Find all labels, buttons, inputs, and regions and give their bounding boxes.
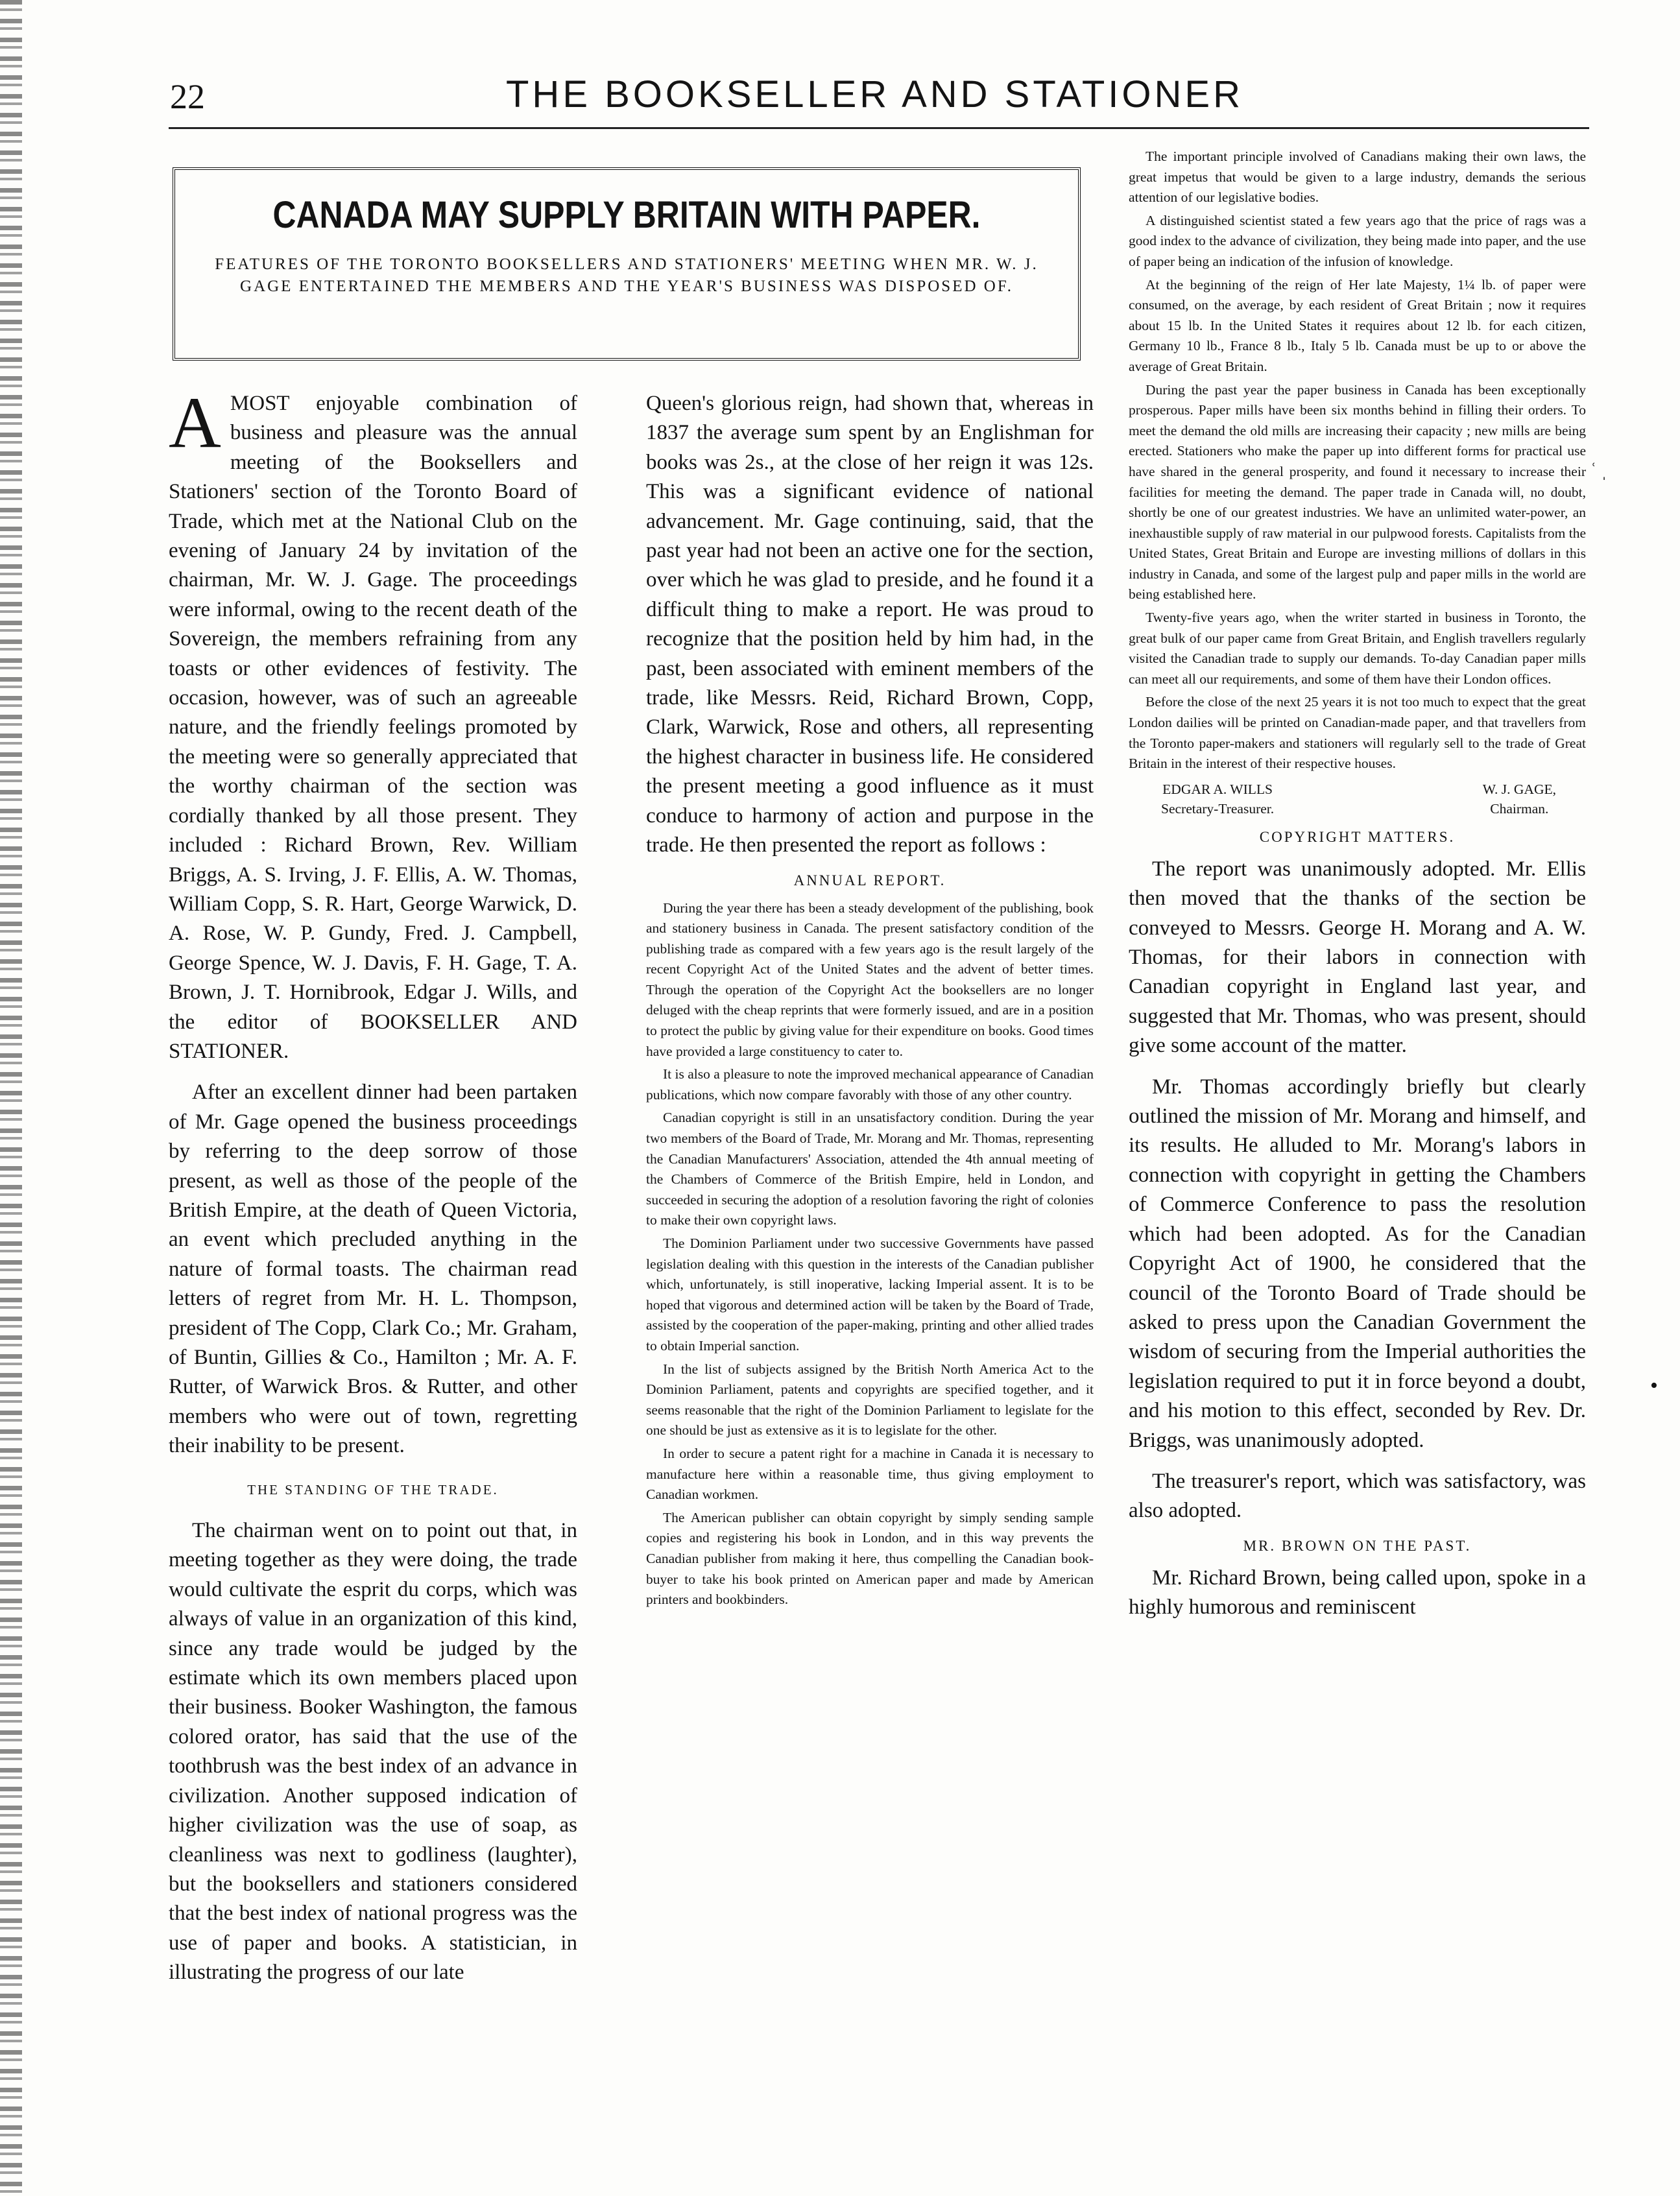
report-paragraph: During the past year the paper business in Canada has been exceptionally prosperous. Paper mills have been six months behind in filling their orders. To meet the demand the old mills are increasing their capacity ; new mills are being erected. Stationers who make the paper up into different forms for practical use have shared in the general prosperity, and found it necessary to increase their facilities for meeting the demand. The paper trade in Canada will, no doubt, shortly be one of our greatest industries. We have an unlimited water-power, an inexhaustible supply of raw material in our pulpwood forests. Capitalists from the United States, Great Britain and Europe are investing millions of dollars in this industry in Canada, and some of the largest pulp and paper mills in the world are being established here. (1129, 381, 1586, 603)
column-1 (169, 383, 577, 1999)
report-paragraph: During the year there has been a steady development of the publishing, book and stationery business in Canada. The present satisfactory condition of the publishing trade as compared with a few years ago is the result largely of the recent Copyright Act of the United States and the advent of better times. Through the operation of the Copyright Act the booksellers are no longer deluged with the cheap reprints that were formerly issued, and are in a position to protect the public by giving value for their expenditure on books. Good times have provided a large constituency to cater to. (646, 900, 1094, 1059)
opening-paragraph (169, 383, 577, 1066)
paragraph: Mr. Thomas accordingly briefly but clearly outlined the mission of Mr. Morang and himself, and its results. He alluded to Mr. Morang's labors in connection with copyright in getting the Chambers of Commerce Conference to pass the resolution which had been adopted. As for the Canadian Copyright Act of 1900, he considered that the council of the Toronto Board of Trade should be asked to press upon the Canadian Government the wisdom of securing from the Imperial authorities the legislation required to put it in force beyond a doubt, and his motion to this effect, seconded by Rev. Dr. Briggs, was unanimously adopted. (1129, 1075, 1586, 1452)
signature-name: W. J. GAGE, (1482, 781, 1556, 797)
paragraph: After an excellent dinner had been partaken of Mr. Gage opened the business proceedings by referring to the deep sorrow of those present, as well as those of the people of the British Empire, at the death of Queen Victoria, an event which precluded anything in the nature of formal toasts. The chairman read letters of regret from Mr. H. L. Thompson, president of The Copp, Clark Co.; Mr. Graham, of Buntin, Gillies & Co., Hamilton ; Mr. A. F. Rutter, of Warwick Bros. & Rutter, and other members who were out of town, regretting their inability to be present. (169, 1080, 577, 1458)
signature-name: EDGAR A. WILLS (1162, 781, 1273, 797)
article-subtitle: FEATURES OF THE TORONTO BOOKSELLERS AND STATIONERS' MEETING WHEN MR. W. J. GAGE ENTERTAINED THE MEMBERS AND THE YEAR'S BUSINESS WAS DISPOSED OF. (215, 256, 1038, 295)
report-paragraph: The Dominion Parliament under two successive Governments have passed legislation dealing with this question in the interests of the Canadian publisher which, unfortunately, is still inoperative, lacking Imperial assent. It is to be hoped that vigorous and determined action will be taken by the Board of Trade, assisted by the cooperation of the paper-making, printing and other allied trades to obtain Imperial sanction. (646, 1235, 1094, 1354)
report-paragraph: It is also a pleasure to note the improved mechanical appearance of Canadian publications, which now compare favorably with those of any other country. (646, 1066, 1094, 1103)
signature-title: Chairman. (1490, 800, 1549, 817)
paragraph: The report was unanimously adopted. Mr. Ellis then moved that the thanks of the section be conveyed to Messrs. George H. Morang and A. W. Thomas, for their labors in connection with Canadian copyright in England last year, and suggested that Mr. Thomas, who was present, should give some account of the matter. (1129, 857, 1586, 1058)
signature-title: Secretary-Treasurer. (1161, 800, 1275, 817)
section-heading: THE STANDING OF THE TRADE. (247, 1481, 499, 1498)
report-paragraph: The important principle involved of Canadians making their own laws, the great impetus that would be given to a large industry, demands the serious attention of our legislative bodies. (1129, 149, 1586, 206)
section-heading: MR. BROWN ON THE PAST. (1243, 1537, 1472, 1554)
report-paragraph: Twenty-five years ago, when the writer started in business in Toronto, the great bulk of our paper came from Great Britain, and English travellers regularly visited the Canadian trade to supply our demands. To-day Canadian paper mills can meet all our requirements, and some of them have their London offices. (1129, 610, 1586, 687)
paragraph: Queen's glorious reign, had shown that, whereas in 1837 the average sum spent by an Englishman for books was 2s., at the close of her reign it was 12s. This was a significant evidence of national advancement. Mr. Gage continuing, said, that the past year had not been an active one for the section, over which he was glad to preside, and he found it a difficult thing to make a report. He was proud to recognize that the position held by him had, in the past, been associated with eminent members of the trade, like Messrs. Reid, Richard Brown, Copp, Clark, Warwick, Rose and others, all representing the highest character in business life. He considered the present meeting a good influence as it must conduce to harmony of action and purpose in the trade. He then presented the report as follows : (646, 392, 1094, 857)
report-paragraph: The American publisher can obtain copyright by simply sending sample copies and registering his book in London, and in this way prevents the Canadian publisher from making it here, thus compelling the Canadian book-buyer to take his book printed on American paper and made by American printers and bookbinders. (646, 1509, 1094, 1608)
page-number: 22 (170, 77, 205, 116)
annual-report-continued (1129, 147, 1586, 774)
report-paragraph: Canadian copyright is still in an unsatisfactory condition. During the year two members of the Board of Trade, Mr. Morang and Mr. Thomas, representing the Canadian Manufacturers' Association, attended the 4th annual meeting of the Chambers of Commerce of the British Empire, held in London, and succeeded in securing the adoption of a resolution favoring the right of colonies to make their own copyright laws. (646, 1110, 1094, 1228)
running-head: THE BOOKSELLER AND STATIONER (506, 73, 1243, 115)
title-box (173, 167, 1081, 361)
annual-report (646, 898, 1094, 1610)
margin-speck: ʿ ˌ (1590, 460, 1607, 481)
signature-secretary (1161, 780, 1274, 818)
paragraph: The treasurer's report, which was satisfactory, was also adopted. (1129, 1469, 1586, 1523)
report-paragraph: A distinguished scientist stated a few years ago that the price of rags was a good index to the advance of civilization, they being made into paper, and the use of paper being an indication of the infusion of knowledge. (1129, 212, 1586, 269)
report-paragraph: Before the close of the next 25 years it is not too much to expect that the great London dailies will be printed on Canadian-made paper, and that travellers from the Toronto paper-makers and stationers will regularly sell to the trade of Great Britain in the interest of their respective houses. (1129, 694, 1586, 772)
opening-text: MOST enjoyable combination of business and pleasure was the annual meeting of the Booksellers and Stationers' section of the Toronto Board of Trade, which met at the National Club on the evening of January 24 by invitation of the chairman, Mr. W. J. Gage. The proceedings were informal, owing to the recent death of the Sovereign, the members refraining from any toasts or other evidences of festivity. The occasion, however, was of such an agreeable nature, and the friendly feelings promoted by the meeting were so generally appreciated that the worthy chairman of the section was cordially thanked by all those present. They included : Richard Brown, Rev. William Briggs, A. S. Irving, J. F. Ellis, A. W. Thomas, William Copp, S. R. Hart, George Warwick, D. A. Rose, W. P. Gundy, Fred. J. Campbell, George Spence, W. J. Davis, F. H. Gage, T. A. Brown, J. T. Hornibrook, Edgar J. Wills, and the editor of BOOKSELLER AND STATIONER. (169, 392, 577, 1063)
page-binding-edge (0, 0, 22, 2196)
drop-cap: A (169, 383, 221, 463)
column-2 (646, 389, 1094, 1613)
column-3 (1129, 147, 1586, 1634)
report-paragraph: In the list of subjects assigned by the British North America Act to the Dominion Parliament, patents and copyrights are specified together, and it seems reasonable that the right of the Dominion Parliament to legislate for the one should be just as extensive as it is to legislate for the other. (646, 1361, 1094, 1438)
section-heading: COPYRIGHT MATTERS. (1259, 828, 1456, 845)
paragraph: Mr. Richard Brown, being called upon, spoke in a highly humorous and reminiscent (1129, 1566, 1586, 1619)
header-rule (169, 127, 1589, 129)
paragraph: The chairman went on to point out that, in meeting together as they were doing, the trade would cultivate the esprit du corps, which was always of value in an organization of this kind, since any trade would be judged by the estimate which its own members placed upon their business. Booker Washington, the famous colored orator, has said that the use of the toothbrush was the best index of an advance in civilization. Another supposed indication of higher civilization was the use of soap, as cleanliness was next to godliness (laughter), but the booksellers and stationers considered that the best index of national progress was the use of paper and books. A statistician, in illustrating the progress of our late (169, 1519, 577, 1985)
signature-chairman (1483, 780, 1556, 818)
margin-dot: • (1650, 1374, 1658, 1398)
section-heading: ANNUAL REPORT. (793, 872, 946, 889)
report-signatures (1129, 777, 1586, 818)
report-paragraph: At the beginning of the reign of Her late Majesty, 1¼ lb. of paper were consumed, on the average, by each resident of Great Britain ; now it requires about 15 lb. In the United States it requires about 12 lb. for each citizen, Germany 10 lb., France 8 lb., Italy 5 lb. Canada must be up to or above the average of Great Britain. (1129, 276, 1586, 374)
report-paragraph: In order to secure a patent right for a machine in Canada it is necessary to manufacture here within a reasonable time, thus giving employment to Canadian workmen. (646, 1445, 1094, 1503)
article-title: CANADA MAY SUPPLY BRITAIN WITH PAPER. (272, 194, 981, 236)
